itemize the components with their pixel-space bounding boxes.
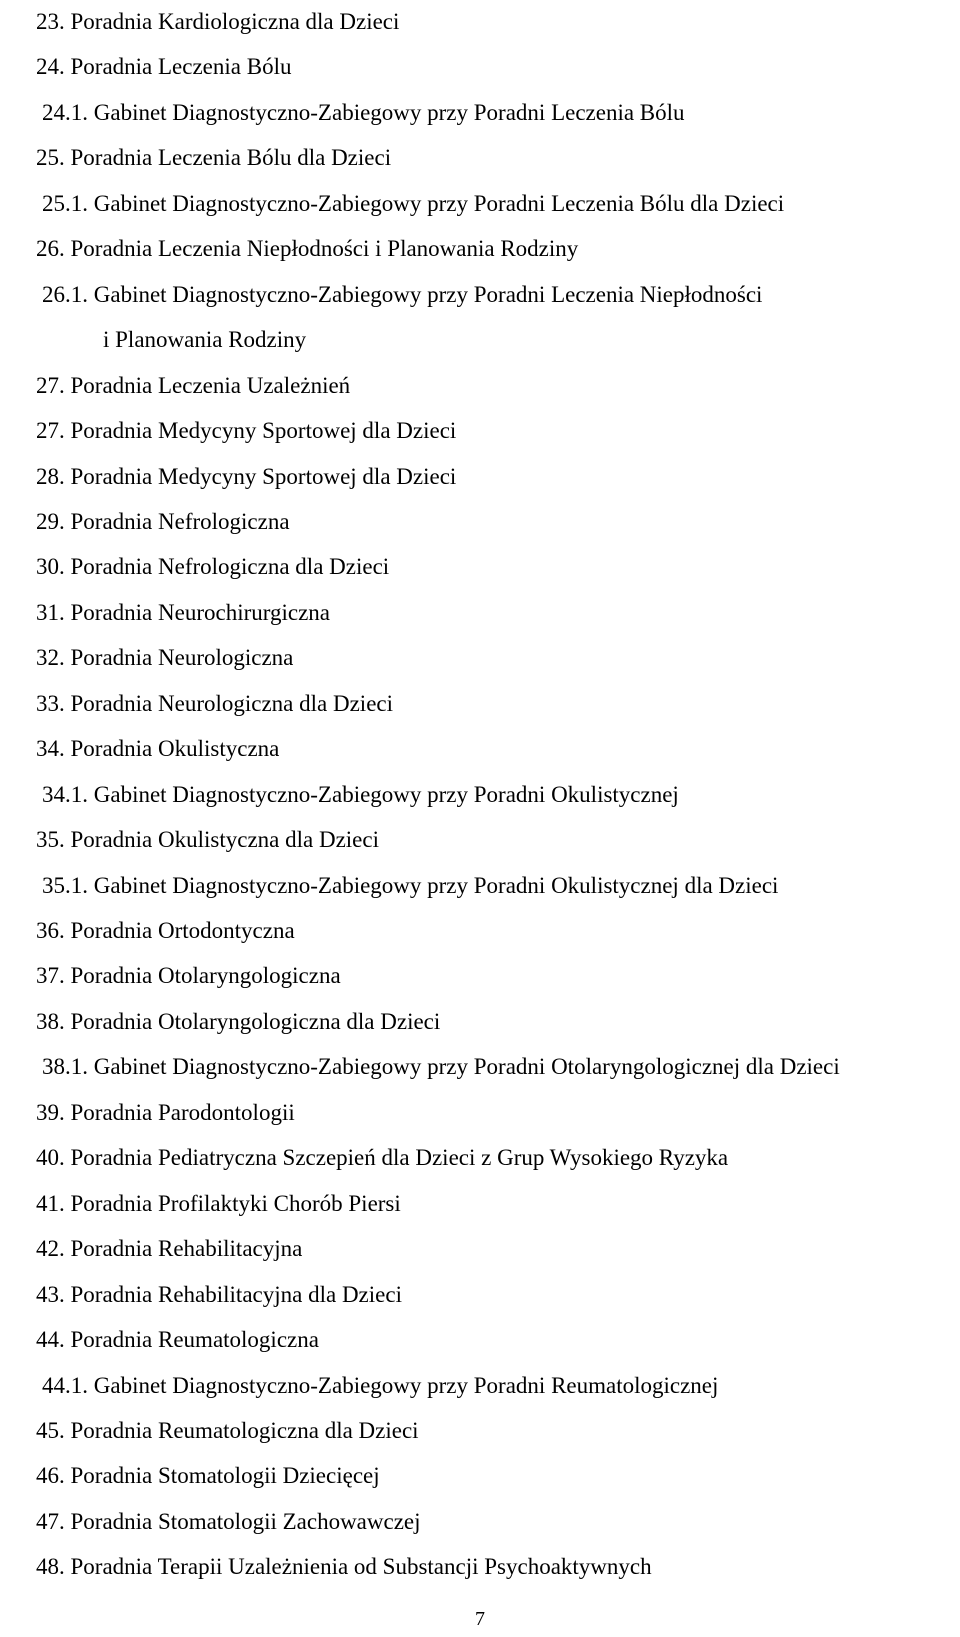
- item-number: 44.: [36, 1327, 65, 1353]
- item-text: Gabinet Diagnostyczno-Zabiegowy przy Poradni Okulistycznej: [93, 781, 679, 807]
- list-item: [36, 909, 295, 953]
- item-number: 33.: [36, 690, 65, 716]
- list-item: [36, 455, 456, 499]
- item-text: Poradnia Neurologiczna: [70, 645, 294, 671]
- item-text: Poradnia Rehabilitacyjna: [70, 1236, 303, 1262]
- item-text: Poradnia Nefrologiczna dla Dzieci: [70, 554, 390, 580]
- item-number: 24.1.: [42, 99, 88, 125]
- item-text: Poradnia Leczenia Niepłodności i Planowania Rodziny: [70, 236, 579, 262]
- item-text: Poradnia Neurologiczna dla Dzieci: [70, 690, 394, 716]
- list-item: [36, 1136, 728, 1180]
- item-text: Poradnia Ortodontyczna: [70, 918, 295, 943]
- item-text: Gabinet Diagnostyczno-Zabiegowy przy Poradni Leczenia Niepłodności: [93, 281, 763, 307]
- item-text: Poradnia Medycyny Sportowej dla Dzieci: [70, 418, 457, 444]
- list-item: [36, 0, 399, 44]
- list-item: [36, 409, 456, 453]
- item-text: Poradnia Nefrologiczna: [70, 508, 290, 534]
- list-item: [36, 727, 279, 771]
- item-number: 45.: [36, 1417, 65, 1443]
- item-number: 40.: [36, 1145, 65, 1171]
- item-text: Poradnia Terapii Uzależnienia od Substancji Psychoaktywnych: [70, 1554, 652, 1580]
- list-item-continuation: [103, 318, 306, 362]
- item-number: 44.1.: [42, 1372, 88, 1398]
- item-number: 34.1.: [42, 781, 88, 807]
- item-text: Poradnia Pediatryczna Szczepień dla Dzieci z Grup Wysokiego Ryzyka: [70, 1145, 729, 1171]
- item-number: 31.: [36, 599, 65, 625]
- list-item: [36, 818, 379, 862]
- item-number: 26.: [36, 236, 65, 262]
- item-number: 34.: [36, 736, 65, 762]
- item-text: Poradnia Okulistyczna: [70, 736, 280, 762]
- list-item: [36, 1273, 402, 1317]
- list-item: [36, 1409, 419, 1453]
- item-number: 30.: [36, 554, 65, 580]
- item-text: Poradnia Otolaryngologiczna dla Dzieci: [70, 1008, 441, 1034]
- item-number: 46.: [36, 1463, 65, 1489]
- list-item: [36, 1182, 401, 1226]
- item-text: Poradnia Leczenia Bólu dla Dzieci: [70, 145, 392, 171]
- item-number: 25.: [36, 145, 65, 171]
- item-number: 25.1.: [42, 190, 88, 216]
- item-number: 28.: [36, 463, 65, 489]
- sub-list-item: [42, 773, 679, 817]
- item-text: Gabinet Diagnostyczno-Zabiegowy przy Poradni Reumatologicznej: [93, 1372, 719, 1398]
- item-number: 35.: [36, 827, 65, 853]
- item-number: 43.: [36, 1281, 65, 1307]
- item-number: 38.1.: [42, 1054, 88, 1080]
- list-item: [36, 227, 578, 271]
- item-text: Poradnia Reumatologiczna dla Dzieci: [70, 1417, 419, 1443]
- sub-list-item: [42, 182, 784, 226]
- item-number: 37.: [36, 963, 65, 989]
- item-number: 48.: [36, 1554, 65, 1580]
- list-item: [36, 136, 391, 180]
- list-item: [36, 682, 393, 726]
- item-number: 35.1.: [42, 872, 88, 898]
- list-item: [36, 1318, 319, 1362]
- item-number: 27.: [36, 418, 65, 444]
- list-item: [36, 545, 389, 589]
- list-item: [36, 954, 341, 998]
- item-number: 23.: [36, 9, 65, 34]
- item-number: 26.1.: [42, 281, 88, 307]
- item-text: Poradnia Profilaktyki Chorób Piersi: [70, 1190, 401, 1216]
- item-text: Gabinet Diagnostyczno-Zabiegowy przy Poradni Otolaryngologicznej dla Dzieci: [93, 1054, 840, 1080]
- sub-list-item: [42, 1364, 718, 1408]
- item-number: 27.: [36, 372, 65, 398]
- item-text: Poradnia Parodontologii: [70, 1099, 295, 1125]
- item-number: 29.: [36, 508, 65, 534]
- item-number: 36.: [36, 918, 65, 943]
- item-text: i Planowania Rodziny: [103, 327, 307, 353]
- item-number: 32.: [36, 645, 65, 671]
- list-item: [36, 500, 290, 544]
- item-number: 39.: [36, 1099, 65, 1125]
- item-text: Poradnia Reumatologiczna: [70, 1327, 319, 1353]
- list-item: [36, 1500, 421, 1544]
- list-item: [36, 45, 291, 89]
- item-text: Poradnia Okulistyczna dla Dzieci: [70, 827, 379, 853]
- item-text: Poradnia Otolaryngologiczna: [70, 963, 341, 989]
- item-text: Gabinet Diagnostyczno-Zabiegowy przy Poradni Okulistycznej dla Dzieci: [93, 872, 779, 898]
- item-text: Poradnia Neurochirurgiczna: [70, 599, 331, 625]
- list-item: [36, 1091, 295, 1135]
- list-item: [36, 1000, 440, 1044]
- list-item: [36, 1227, 302, 1271]
- item-text: Poradnia Leczenia Bólu: [70, 54, 292, 80]
- item-text: Poradnia Rehabilitacyjna dla Dzieci: [70, 1281, 402, 1307]
- item-text: Gabinet Diagnostyczno-Zabiegowy przy Poradni Leczenia Bólu dla Dzieci: [93, 190, 785, 216]
- item-text: Poradnia Leczenia Uzależnień: [70, 372, 351, 398]
- item-text: Poradnia Stomatologii Zachowawczej: [70, 1508, 421, 1534]
- sub-list-item: [42, 273, 762, 317]
- item-text: Poradnia Kardiologiczna dla Dzieci: [70, 9, 400, 34]
- list-item: [36, 636, 293, 680]
- page-number: 7: [475, 1608, 485, 1630]
- sub-list-item: [42, 1045, 840, 1089]
- item-number: 38.: [36, 1008, 65, 1034]
- list-item: [36, 364, 350, 408]
- item-number: 47.: [36, 1508, 65, 1534]
- item-text: Poradnia Stomatologii Dziecięcej: [70, 1463, 380, 1489]
- list-item: [36, 1545, 652, 1589]
- sub-list-item: [42, 91, 685, 135]
- sub-list-item: [42, 864, 778, 908]
- item-text: Gabinet Diagnostyczno-Zabiegowy przy Poradni Leczenia Bólu: [93, 99, 685, 125]
- item-number: 41.: [36, 1190, 65, 1216]
- item-text: Poradnia Medycyny Sportowej dla Dzieci: [70, 463, 457, 489]
- item-number: 24.: [36, 54, 65, 80]
- item-number: 42.: [36, 1236, 65, 1262]
- list-item: [36, 1454, 380, 1498]
- list-item: [36, 591, 330, 635]
